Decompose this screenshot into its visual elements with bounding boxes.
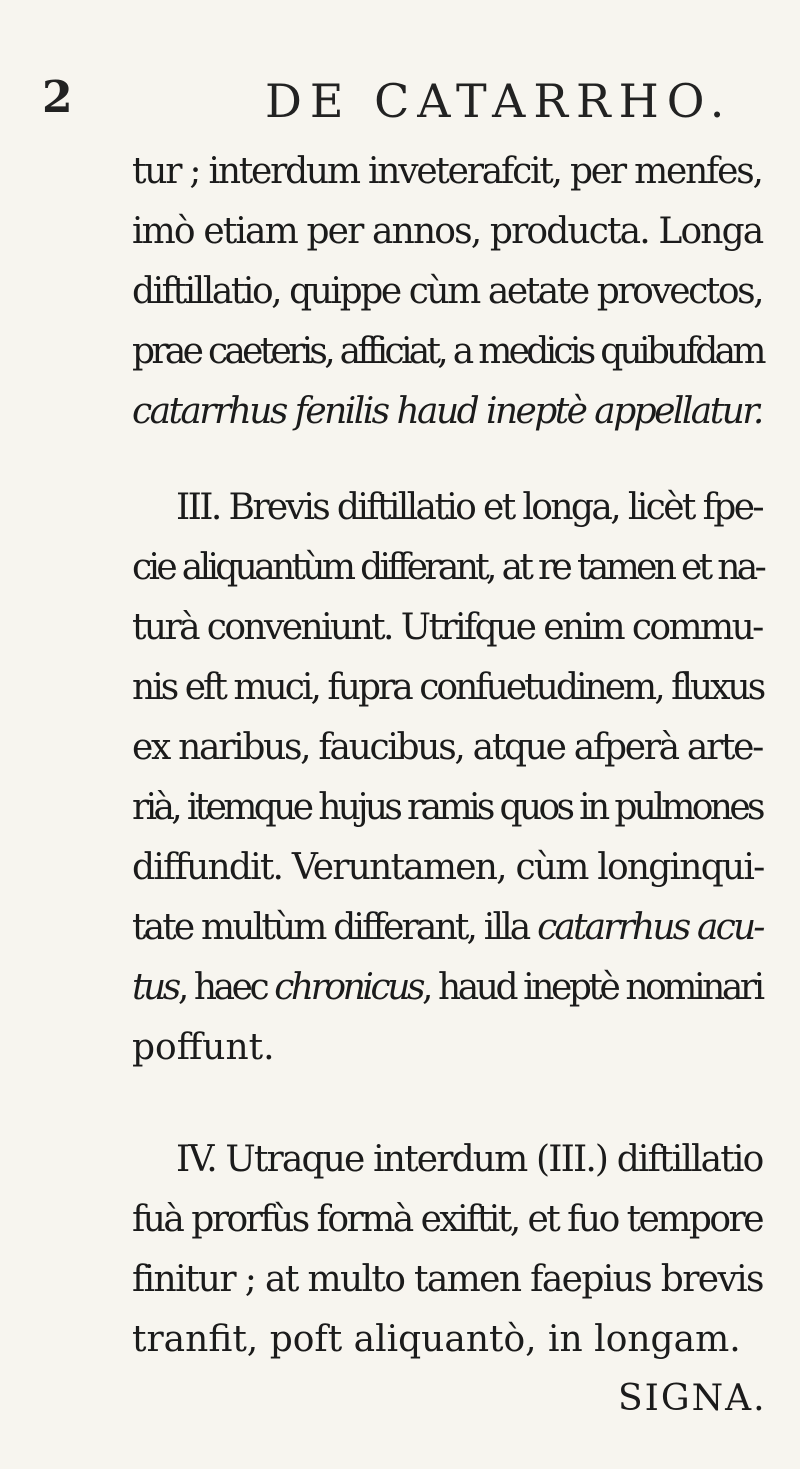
text-line: fuà prorfùs formà exiftit, et fuo tempore — [132, 1199, 762, 1240]
text-line: catarrhus fenilis haud ineptè appellatur. — [132, 391, 762, 432]
text-line: diftillatio, quippe cùm aetate provectos, — [132, 271, 763, 312]
text-line: imò etiam per annos, producta. Longa — [132, 211, 763, 252]
text-line: cie aliquantùm differant, at re tamen et na- — [132, 547, 764, 588]
text-line: turà conveniunt. Utrifque enim commu- — [132, 607, 762, 648]
text-line: tranfit, poft aliquantò, in longam. — [132, 1319, 741, 1360]
text-line: tur ; interdum inveterafcit, per menfes, — [132, 151, 762, 192]
text-line: rià, itemque hujus ramis quos in pulmones — [132, 787, 762, 828]
text-line: prae caeteris, afficiat, a medicis quibufdam — [132, 331, 763, 372]
text-line: poffunt. — [132, 1027, 275, 1068]
text-line: tus, haec chronicus, haud ineptè nominari — [132, 967, 762, 1008]
page-header — [0, 72, 800, 132]
text-line: IV. Utraque interdum (III.) diftillatio — [176, 1139, 763, 1180]
catchword: SIGNA. — [618, 1378, 767, 1419]
text-line: III. Brevis diftillatio et longa, licèt fpe- — [176, 487, 762, 528]
running-title: DE CATARRHO. — [265, 74, 733, 128]
text-line: finitur ; at multo tamen faepius brevis — [132, 1259, 763, 1300]
text-line: ex naribus, faucibus, atque afperà arte- — [132, 727, 763, 768]
text-line: diffundit. Veruntamen, cùm longinqui- — [132, 847, 764, 888]
page-number: 2 — [42, 72, 73, 123]
text-line: nis eft muci, fupra confuetudinem, fluxus — [132, 667, 764, 708]
text-line: tate multùm differant, illa catarrhus acu- — [132, 907, 763, 948]
